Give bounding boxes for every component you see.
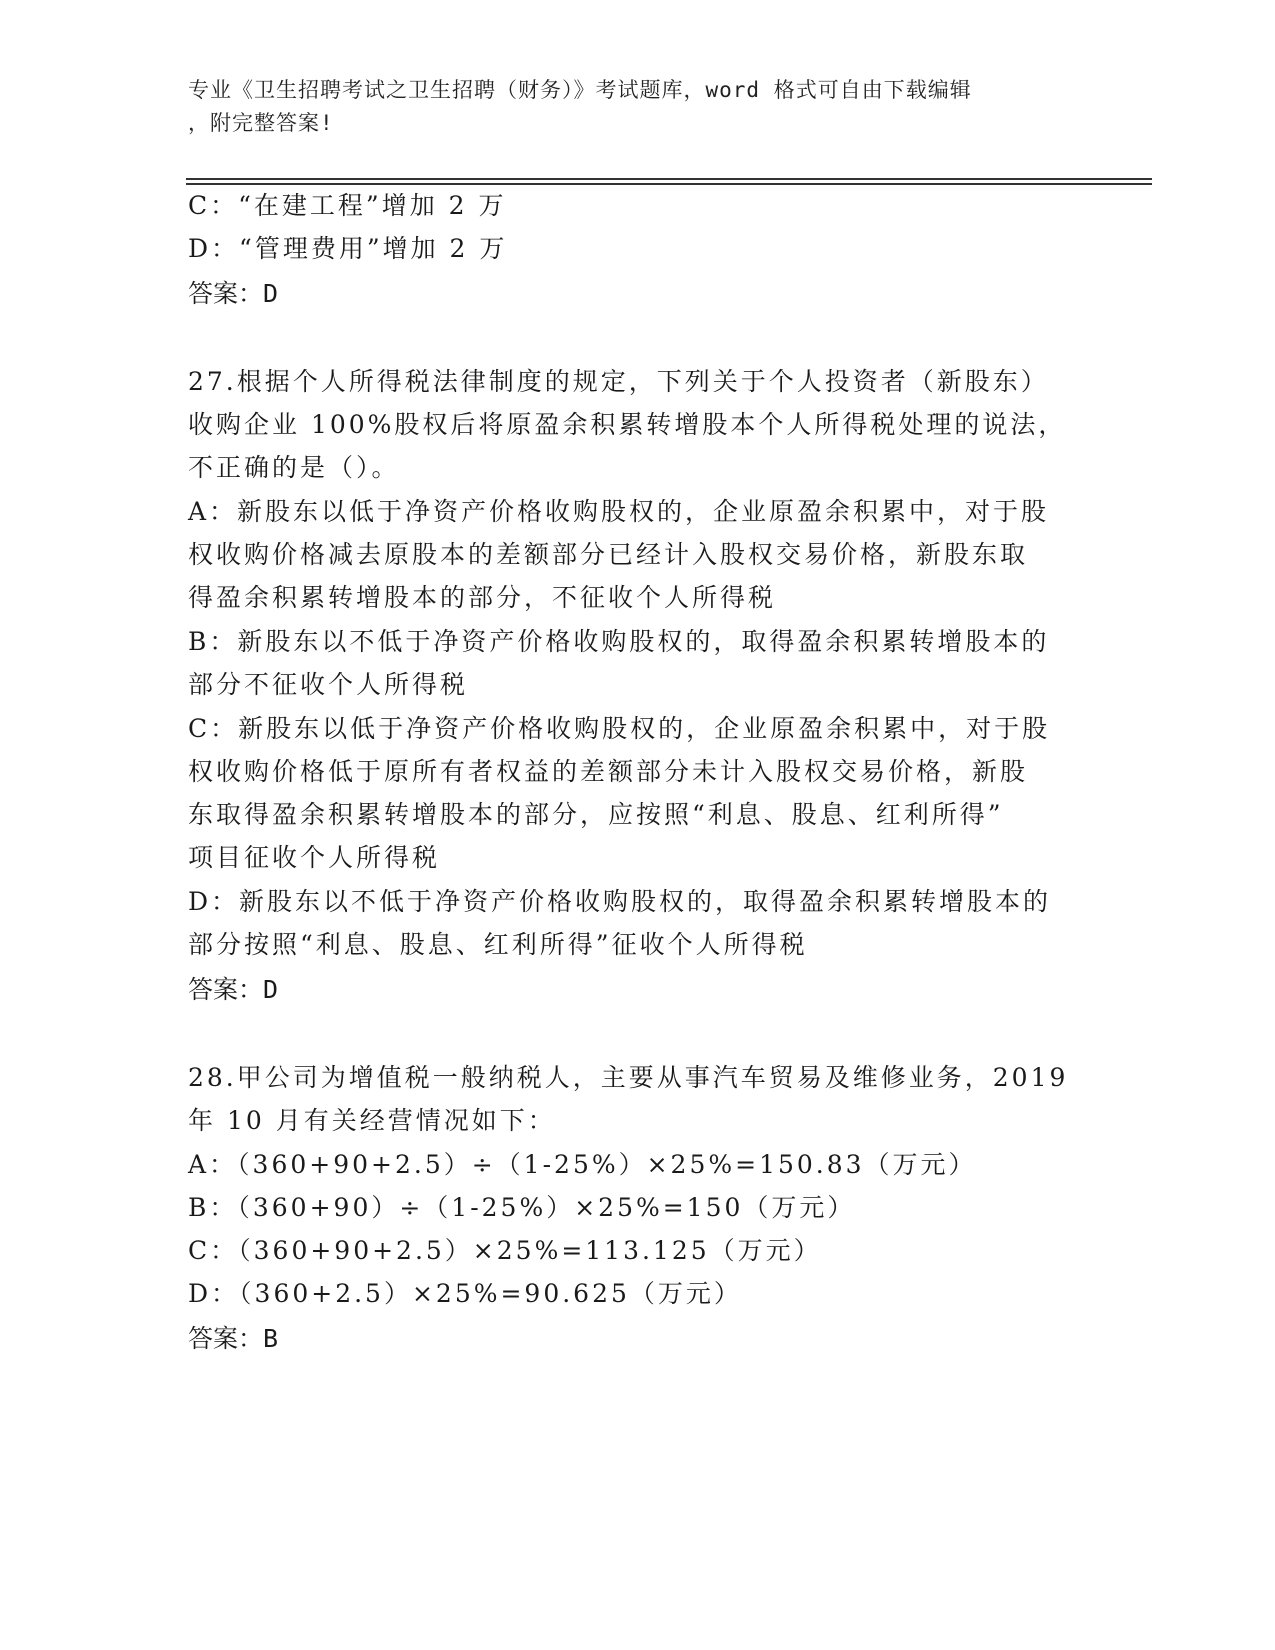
q27-option-a-line-2: 权收购价格减去原股本的差额部分已经计入股权交易价格，新股东取 [188, 540, 1029, 569]
q27-option-d-line-1: D：新股东以不低于净资产价格收购股权的，取得盈余积累转增股本的 [188, 887, 1052, 916]
q28-stem-line-1: 28.甲公司为增值税一般纳税人，主要从事汽车贸易及维修业务，2019 [188, 1063, 1069, 1092]
q27-option-c-line-3: 东取得盈余积累转增股本的部分，应按照“利息、股息、红利所得” [188, 800, 1004, 829]
q27-option-c-line-2: 权收购价格低于原所有者权益的差额部分未计入股权交易价格，新股 [188, 757, 1029, 786]
header-rule-top [186, 178, 1152, 180]
prev-option-c: C：“在建工程”增加 2 万 [188, 191, 507, 220]
q27-answer: 答案：D [188, 975, 279, 1004]
header-rule-bottom [186, 183, 1152, 185]
q28-option-b: B：（360+90）÷（1-25%）×25%=150（万元） [188, 1193, 856, 1222]
q27-option-c-line-4: 项目征收个人所得税 [188, 843, 441, 872]
q28-answer: 答案：B [188, 1324, 279, 1353]
q27-option-b-line-1: B：新股东以不低于净资产价格收购股权的，取得盈余积累转增股本的 [188, 627, 1050, 656]
prev-answer: 答案：D [188, 279, 279, 308]
q27-option-d-line-2: 部分按照“利息、股息、红利所得”征收个人所得税 [188, 930, 808, 959]
header-line-1: 专业《卫生招聘考试之卫生招聘（财务）》考试题库，word 格式可自由下载编辑 [188, 78, 972, 102]
q27-stem-line-3: 不正确的是（）。 [188, 453, 400, 482]
q27-stem-line-2: 收购企业 100%股权后将原盈余积累转增股本个人所得税处理的说法， [188, 410, 1067, 439]
q27-option-c-line-1: C：新股东以低于净资产价格收购股权的，企业原盈余积累中，对于股 [188, 714, 1051, 743]
q27-stem-line-1: 27.根据个人所得税法律制度的规定，下列关于个人投资者（新股东） [188, 367, 1049, 396]
q28-stem-line-2: 年 10 月有关经营情况如下： [188, 1106, 556, 1135]
prev-option-d: D：“管理费用”增加 2 万 [188, 234, 508, 263]
q27-option-a-line-3: 得盈余积累转增股本的部分，不征收个人所得税 [188, 583, 777, 612]
page-header [188, 74, 1068, 140]
q28-option-d: D：（360+2.5）×25%=90.625（万元） [188, 1279, 742, 1308]
q27-option-b-line-2: 部分不征收个人所得税 [188, 670, 469, 699]
q27-option-a-line-1: A：新股东以低于净资产价格收购股权的，企业原盈余积累中，对于股 [188, 497, 1050, 526]
q28-option-c: C：（360+90+2.5）×25%=113.125（万元） [188, 1236, 822, 1265]
header-line-2: ，附完整答案! [188, 111, 334, 135]
q28-option-a: A：（360+90+2.5）÷（1-25%）×25%=150.83（万元） [188, 1150, 977, 1179]
